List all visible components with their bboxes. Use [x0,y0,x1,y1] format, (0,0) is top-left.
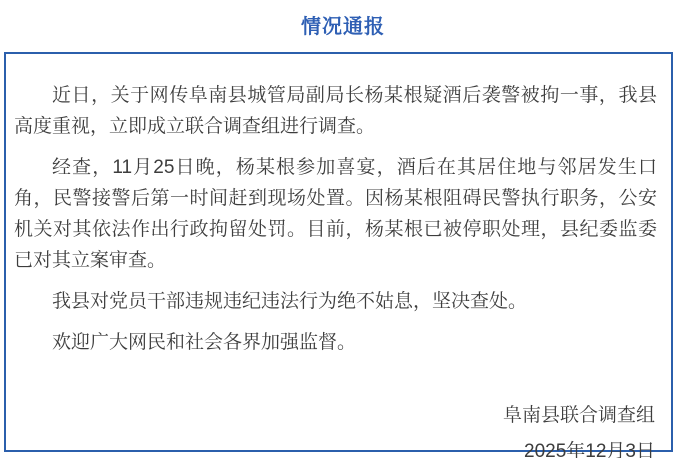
signature-date: 2025年12月3日 [524,441,655,458]
paragraph-intro: 近日，关于网传阜南县城管局副局长杨某根疑酒后袭警被拘一事，我县高度重视，立即成立联合调查组进行调查。 [14,85,657,137]
paragraph-supervision: 欢迎广大网民和社会各界加强监督。 [52,332,357,353]
notice-box [4,52,673,458]
paragraph-stance: 我县对党员干部违规违纪违法行为绝不姑息，坚决查处。 [52,291,528,312]
paragraph-investigation: 经查，11月25日晚，杨某根参加喜宴，酒后在其居住地与邻居发生口角，民警接警后第一时间赶到现场处置。因杨某根阻碍民警执行职务，公安机关对其依法作出行政拘留处罚。目前，杨某根已被停职处理，县纪委监委已对其立案审查。 [14,157,657,271]
signature-block [14,398,657,458]
notice-title: 情况通报 [301,16,385,38]
signature-organization: 阜南县联合调查组 [502,405,655,426]
